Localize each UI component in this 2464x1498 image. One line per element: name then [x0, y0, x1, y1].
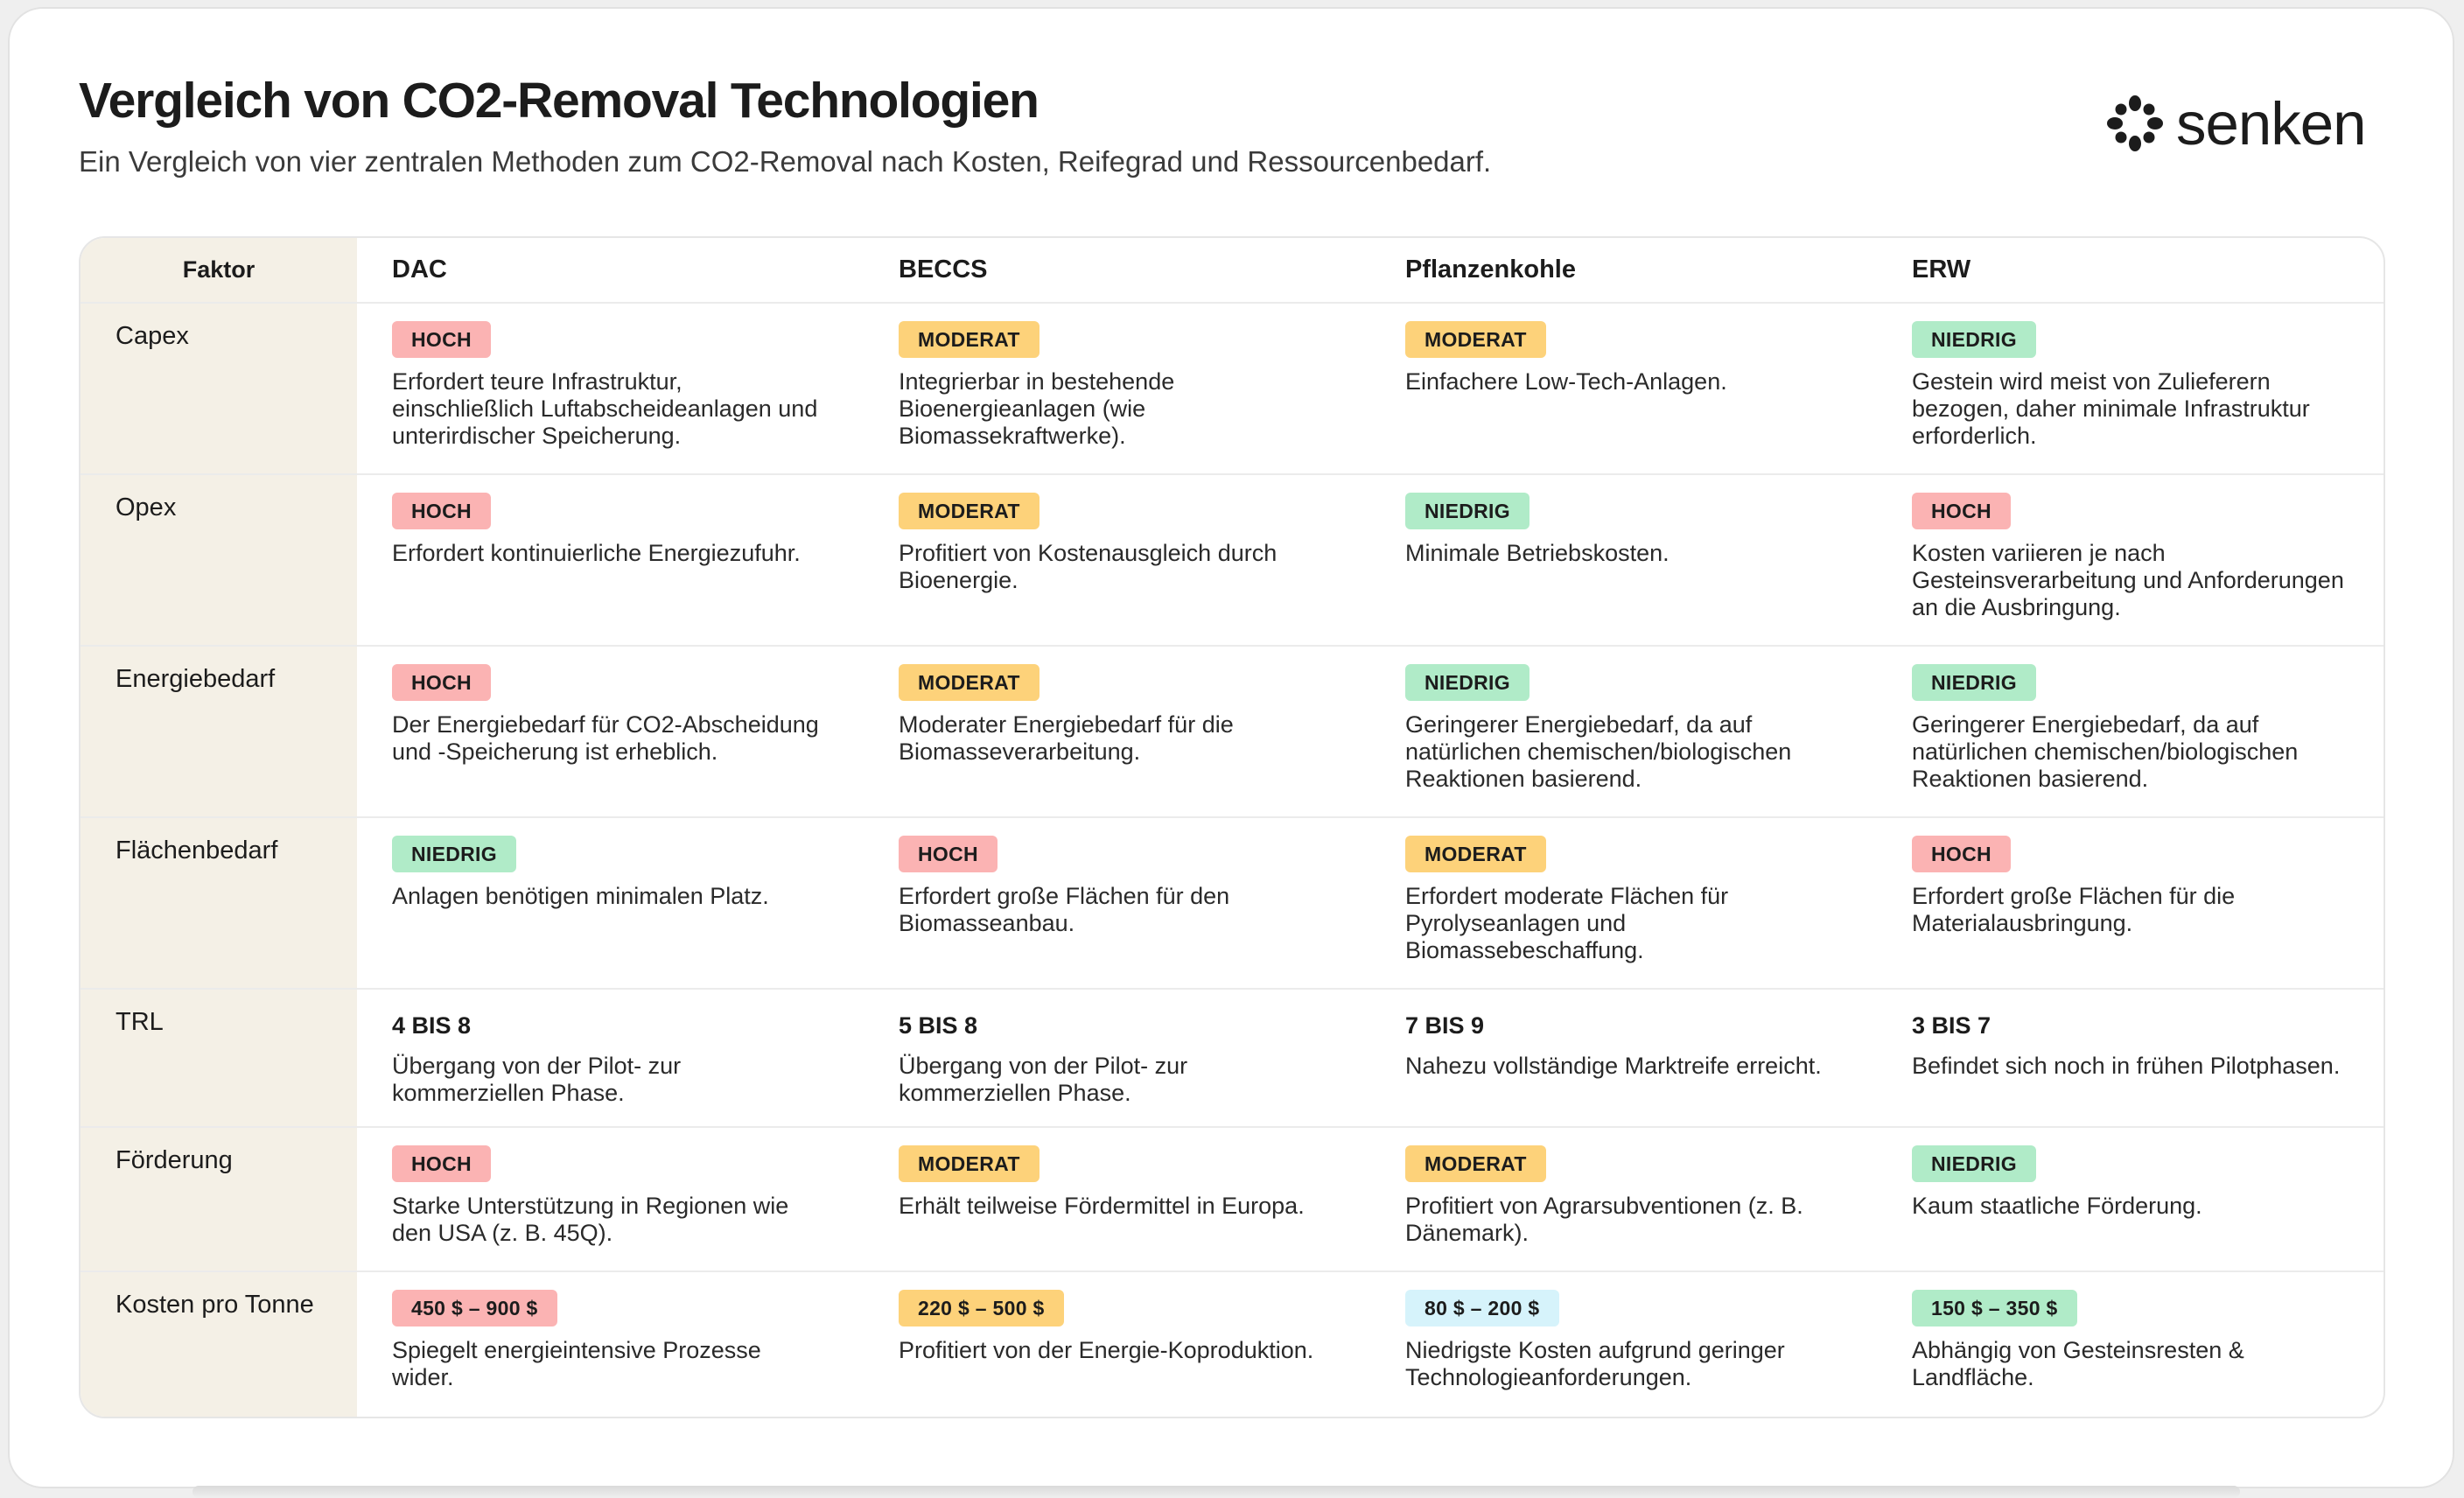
cell-description: Erfordert große Flächen für die Materialausbringung. — [1912, 883, 2236, 936]
cell-description: Übergang von der Pilot- zur kommerziellen Phase. — [392, 1053, 682, 1106]
rating-badge: NIEDRIG — [1912, 321, 2036, 358]
rating-badge: HOCH — [1912, 836, 2011, 872]
table-cell-erw — [1877, 1128, 2384, 1272]
column-header-beccs: BECCS — [864, 238, 1370, 304]
factor-label: TRL — [80, 990, 357, 1128]
cost-badge: 80 $ – 200 $ — [1405, 1290, 1559, 1326]
rating-badge: NIEDRIG — [1912, 1145, 2036, 1182]
cell-description: Übergang von der Pilot- zur kommerziellen Phase. — [899, 1053, 1188, 1106]
factor-label: Capex — [80, 304, 357, 475]
cell-description: Der Energiebedarf für CO2-Abscheidung und -Speicherung ist erheblich. — [392, 711, 819, 765]
page-title: Vergleich von CO2-Removal Technologien — [79, 73, 1039, 129]
factor-header: Faktor — [80, 238, 357, 304]
cost-badge: 220 $ – 500 $ — [899, 1290, 1064, 1326]
rating-badge: HOCH — [1912, 493, 2011, 529]
factor-label: Energiebedarf — [80, 647, 357, 818]
table-cell-dac — [357, 1272, 864, 1417]
table-cell-pflanzenkohle — [1370, 990, 1877, 1128]
page-subtitle: Ein Vergleich von vier zentralen Methoden zum CO2-Removal nach Kosten, Reifegrad und Ressourcenbedarf. — [79, 145, 1492, 178]
trl-range: 7 BIS 9 — [1405, 1012, 1485, 1039]
cell-description: Erfordert große Flächen für den Biomasseanbau. — [899, 883, 1230, 936]
rating-badge: NIEDRIG — [1405, 493, 1530, 529]
trl-range: 4 BIS 8 — [392, 1012, 472, 1039]
table-cell-pflanzenkohle — [1370, 818, 1877, 990]
table-cell-erw — [1877, 475, 2384, 647]
senken-flower-logo-icon — [2104, 93, 2166, 154]
card-shadow — [192, 1486, 2240, 1498]
rating-badge: MODERAT — [1405, 836, 1546, 872]
rating-badge: HOCH — [392, 664, 491, 701]
table-cell-beccs — [864, 304, 1370, 475]
cell-description: Erfordert teure Infrastruktur, einschließlich Luftabscheideanlagen und unterirdischer Speicherung. — [392, 368, 818, 449]
rating-badge: MODERAT — [899, 493, 1040, 529]
rating-badge: NIEDRIG — [1405, 664, 1530, 701]
cell-description: Erfordert kontinuierliche Energiezufuhr. — [392, 540, 801, 566]
cell-description: Profitiert von der Energie-Koproduktion. — [899, 1337, 1314, 1363]
table-cell-erw — [1877, 1272, 2384, 1417]
rating-badge: NIEDRIG — [392, 836, 516, 872]
table-cell-erw — [1877, 304, 2384, 475]
table-cell-dac — [357, 647, 864, 818]
table-cell-pflanzenkohle — [1370, 1128, 1877, 1272]
cost-badge: 450 $ – 900 $ — [392, 1290, 557, 1326]
table-cell-dac — [357, 990, 864, 1128]
rating-badge: HOCH — [392, 1145, 491, 1182]
factor-label: Opex — [80, 475, 357, 647]
table-cell-beccs — [864, 1128, 1370, 1272]
comparison-table — [79, 236, 2385, 1418]
table-cell-dac — [357, 475, 864, 647]
column-header-dac: DAC — [357, 238, 864, 304]
cell-description: Befindet sich noch in frühen Pilotphasen. — [1912, 1053, 2341, 1079]
table-cell-erw — [1877, 647, 2384, 818]
table-cell-dac — [357, 1128, 864, 1272]
table-cell-pflanzenkohle — [1370, 304, 1877, 475]
factor-label: Kosten pro Tonne — [80, 1272, 357, 1417]
cell-description: Einfachere Low-Tech-Anlagen. — [1405, 368, 1727, 395]
rating-badge: MODERAT — [1405, 1145, 1546, 1182]
table-cell-beccs — [864, 818, 1370, 990]
cell-description: Erfordert moderate Flächen für Pyrolyseanlagen und Biomassebeschaffung. — [1405, 883, 1729, 963]
rating-badge: MODERAT — [899, 1145, 1040, 1182]
factor-label: Förderung — [80, 1128, 357, 1272]
table-cell-pflanzenkohle — [1370, 647, 1877, 818]
trl-range: 5 BIS 8 — [899, 1012, 978, 1039]
trl-range: 3 BIS 7 — [1912, 1012, 1992, 1039]
cell-description: Abhängig von Gesteinsresten & Landfläche. — [1912, 1337, 2244, 1390]
cell-description: Niedrigste Kosten aufgrund geringer Technologieanforderungen. — [1405, 1337, 1785, 1390]
rating-badge: HOCH — [899, 836, 998, 872]
column-header-pflanzenkohle: Pflanzenkohle — [1370, 238, 1877, 304]
rating-badge: MODERAT — [899, 321, 1040, 358]
cell-description: Profitiert von Agrarsubventionen (z. B. Dänemark). — [1405, 1193, 1803, 1246]
cell-description: Integrierbar in bestehende Bioenergieanlagen (wie Biomassekraftwerke). — [899, 368, 1175, 449]
cell-description: Profitiert von Kostenausgleich durch Bioenergie. — [899, 540, 1278, 593]
table-cell-dac — [357, 304, 864, 475]
cell-description: Erhält teilweise Fördermittel in Europa. — [899, 1193, 1305, 1219]
table-cell-pflanzenkohle — [1370, 1272, 1877, 1417]
cell-description: Kosten variieren je nach Gesteinsverarbeitung und Anforderungen an die Ausbringung. — [1912, 540, 2344, 620]
brand-name: senken — [2176, 89, 2366, 158]
table-cell-erw — [1877, 990, 2384, 1128]
table-cell-beccs — [864, 647, 1370, 818]
cell-description: Spiegelt energieintensive Prozesse wider. — [392, 1337, 761, 1390]
rating-badge: MODERAT — [1405, 321, 1546, 358]
table-cell-beccs — [864, 475, 1370, 647]
cost-badge: 150 $ – 350 $ — [1912, 1290, 2077, 1326]
cell-description: Minimale Betriebskosten. — [1405, 540, 1670, 566]
brand-logo — [2104, 86, 2384, 161]
cell-description: Kaum staatliche Förderung. — [1912, 1193, 2202, 1219]
cell-description: Gestein wird meist von Zulieferern bezogen, daher minimale Infrastruktur erforderlich. — [1912, 368, 2310, 449]
rating-badge: HOCH — [392, 493, 491, 529]
rating-badge: HOCH — [392, 321, 491, 358]
table-cell-dac — [357, 818, 864, 990]
rating-badge: MODERAT — [899, 664, 1040, 701]
column-header-erw: ERW — [1877, 238, 2384, 304]
cell-description: Nahezu vollständige Marktreife erreicht. — [1405, 1053, 1822, 1079]
cell-description: Starke Unterstützung in Regionen wie den USA (z. B. 45Q). — [392, 1193, 789, 1246]
table-cell-beccs — [864, 990, 1370, 1128]
cell-description: Moderater Energiebedarf für die Biomasseverarbeitung. — [899, 711, 1234, 765]
factor-label: Flächenbedarf — [80, 818, 357, 990]
rating-badge: NIEDRIG — [1912, 664, 2036, 701]
table-cell-beccs — [864, 1272, 1370, 1417]
cell-description: Geringerer Energiebedarf, da auf natürlichen chemischen/biologischen Reaktionen basierend. — [1912, 711, 2299, 792]
table-cell-erw — [1877, 818, 2384, 990]
cell-description: Geringerer Energiebedarf, da auf natürlichen chemischen/biologischen Reaktionen basierend. — [1405, 711, 1792, 792]
cell-description: Anlagen benötigen minimalen Platz. — [392, 883, 769, 909]
table-cell-pflanzenkohle — [1370, 475, 1877, 647]
